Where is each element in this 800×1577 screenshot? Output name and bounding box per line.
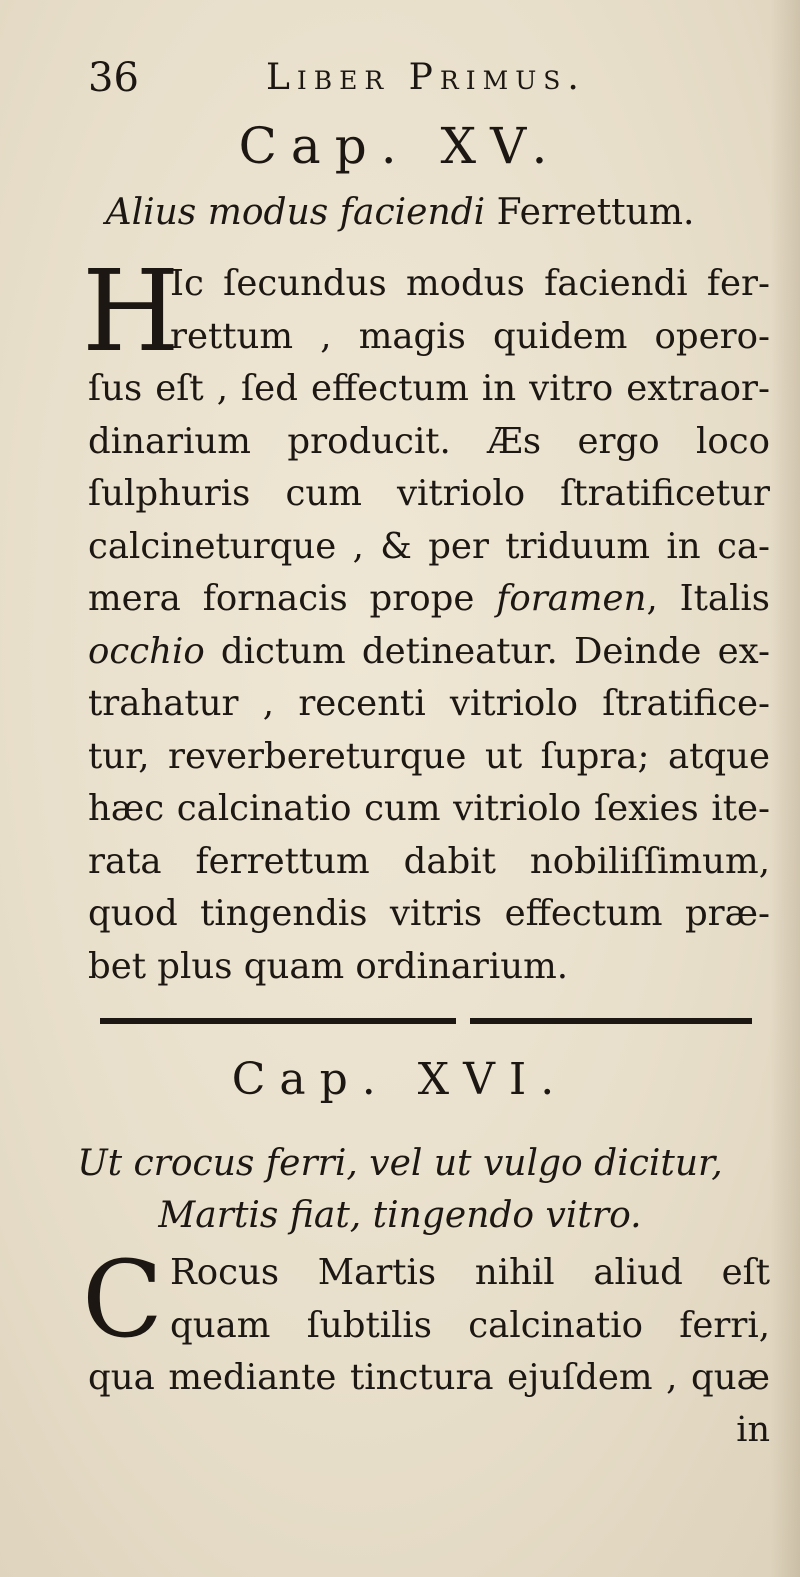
paragraph: [88, 1247, 770, 1405]
italic-term: occhio: [88, 630, 205, 672]
subtitle-line: Ut crocus ferri, vel ut vulgo dicitur,: [77, 1143, 723, 1184]
text-line: tur, reverbereturque ut ſupra; atque: [88, 735, 770, 777]
page-number: 36: [88, 55, 139, 101]
catchword: in: [736, 1410, 770, 1450]
text-fragment: dictum detineatur. Deinde ex-: [204, 630, 770, 672]
text-line: Rocus Martis nihil aliud eſt: [170, 1252, 770, 1293]
chapter-heading: Cap. XVI.: [231, 1054, 569, 1105]
paragraph: [88, 258, 770, 993]
text-line: dinarium producit. Æs ergo loco: [88, 420, 770, 462]
subtitle-italic: Alius modus faciendi: [105, 192, 486, 233]
page-header: [88, 48, 708, 108]
section-divider: [470, 1018, 752, 1024]
drop-cap: C: [82, 1238, 164, 1361]
text-line: ſus eſt , ſed effectum in vitro extraor-: [88, 368, 770, 409]
running-head: Liber Primus.: [266, 57, 586, 98]
italic-term: foramen: [496, 578, 647, 619]
text-line: trahatur , recenti vitriolo ſtratifice-: [88, 683, 770, 724]
text-line: quod tingendis vitris effectum præ-: [88, 893, 770, 934]
text-fragment: mera fornacis prope: [88, 578, 497, 619]
text-line: Ic ſecundus modus faciendi fer-: [170, 263, 770, 304]
drop-cap: H: [82, 247, 180, 377]
subtitle-line: Martis fiat, tingendo vitro.: [158, 1195, 642, 1236]
text-line: bet plus quam ordinarium.: [88, 945, 569, 987]
chapter-subtitle: [0, 1138, 800, 1242]
text-line: calcineturque , & per triduum in ca-: [88, 525, 770, 567]
text-line-mixed: [88, 573, 770, 626]
text-line-mixed: [88, 626, 770, 679]
text-line: quam ſubtilis calcinatio ferri,: [170, 1304, 770, 1346]
chapter-subtitle: [0, 187, 800, 239]
text-line: rata ferrettum dabit nobiliſſimum,: [88, 840, 770, 882]
text-line: hæc calcinatio cum vitriolo ſexies ite-: [88, 788, 770, 829]
chapter-heading: Cap. XV.: [238, 117, 562, 175]
section-divider: [100, 1018, 456, 1024]
text-line: ſulphuris cum vitriolo ſtratificetur: [88, 473, 770, 514]
subtitle-roman: Ferrettum.: [496, 192, 695, 233]
text-fragment: , Italis: [646, 578, 770, 619]
text-line: rettum , magis quidem opero-: [170, 315, 770, 357]
text-line: qua mediante tinctura ejuſdem , quæ: [88, 1357, 770, 1398]
